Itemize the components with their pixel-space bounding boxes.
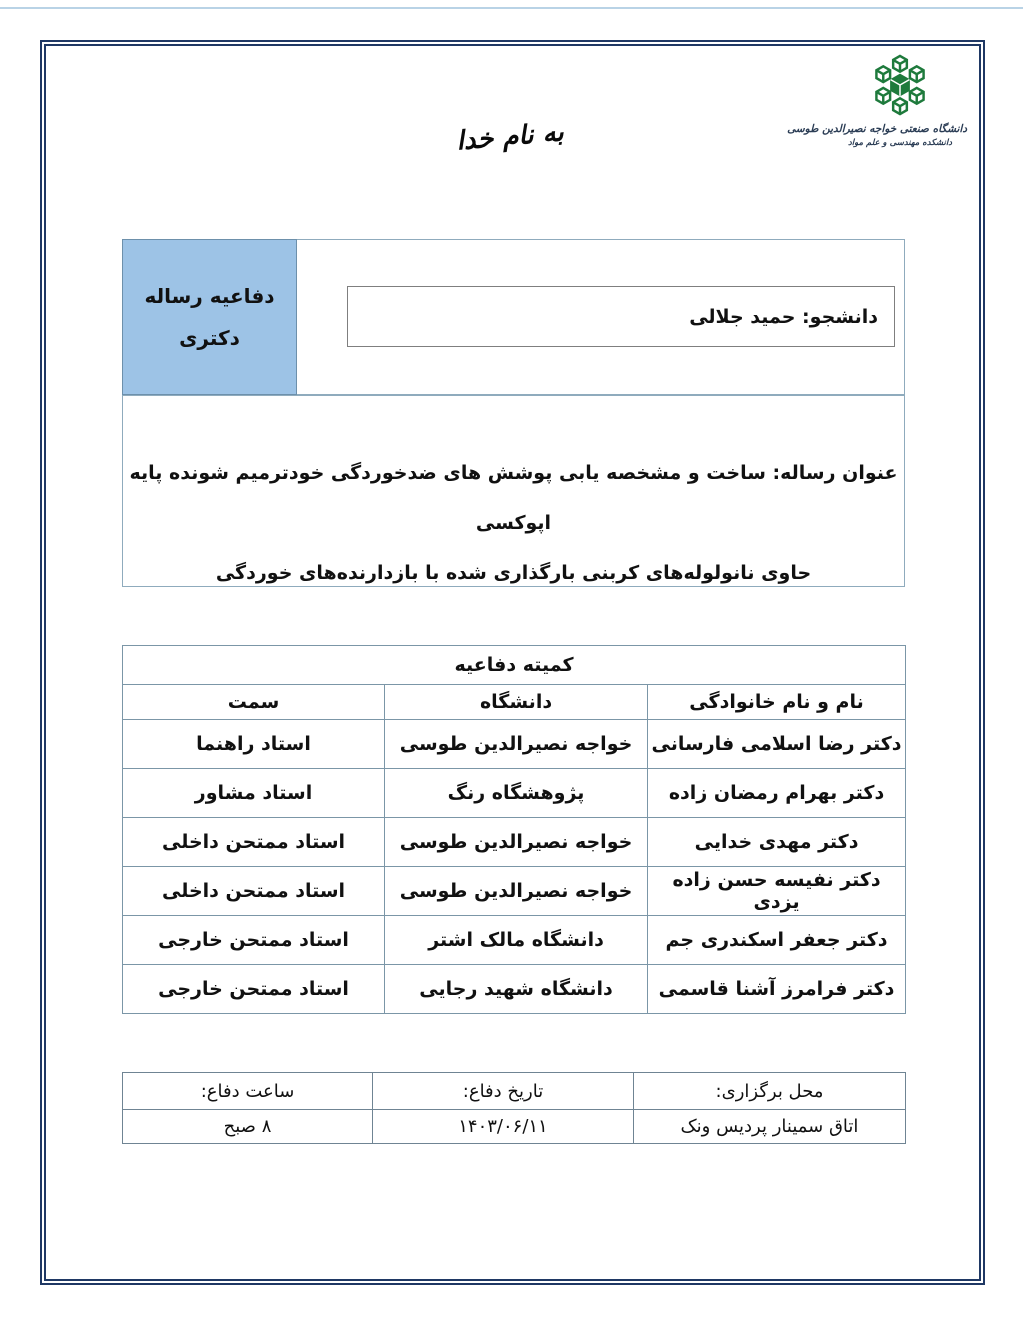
header-table [122,239,905,587]
member-university: دانشگاه شهید رجایی [385,965,648,1014]
member-role: استاد مشاور [123,769,385,818]
university-emblem-icon [868,52,932,118]
member-university: خواجه نصیرالدین طوسی [385,867,648,916]
scan-edge-line [0,7,1023,9]
student-name-label: دانشجو: حمید جلالی [689,305,878,328]
column-header-university: دانشگاه [385,685,648,720]
committee-row [123,867,906,916]
member-role: استاد ممتحن داخلی [123,867,385,916]
member-role: استاد راهنما [123,720,385,769]
committee-row [123,916,906,965]
member-name: دکتر فرامرز آشنا قاسمی [648,965,906,1014]
member-university: خواجه نصیرالدین طوسی [385,720,648,769]
time-value: ۸ صبح [123,1110,373,1144]
column-header-role: سمت [123,685,385,720]
defense-type-line1: دفاعیه رساله [144,284,275,308]
committee-table [122,645,906,1014]
committee-row [123,818,906,867]
member-name: دکتر مهدی خدایی [648,818,906,867]
member-role: استاد ممتحن داخلی [123,818,385,867]
committee-row [123,965,906,1014]
date-value: ۱۴۰۳/۰۶/۱۱ [373,1110,634,1144]
member-name: دکتر نفیسه حسن زاده یزدی [648,867,906,916]
member-name: دکتر رضا اسلامی فارسانی [648,720,906,769]
date-label: تاریخ دفاع: [373,1073,634,1110]
university-name: دانشگاه صنعتی خواجه نصیرالدین طوسی [787,123,967,135]
member-role: استاد ممتحن خارجی [123,916,385,965]
faculty-name: دانشکده مهندسی و علم مواد [848,138,952,148]
committee-table-title: کمیته دفاعیه [123,646,906,685]
member-university: دانشگاه مالک اشتر [385,916,648,965]
committee-row [123,720,906,769]
venue-value: اتاق سمینار پردیس ونک [634,1110,906,1144]
time-label: ساعت دفاع: [123,1073,373,1110]
university-logo-block [787,52,967,150]
column-header-name: نام و نام خانوادگی [648,685,906,720]
defense-type-cell [122,239,297,395]
thesis-title-line2: حاوی نانولوله‌های کربنی بارگذاری شده با بازدارنده‌های خوردگی [215,562,812,584]
thesis-title-line1: عنوان رساله: ساخت و مشخصه یابی پوشش های ضدخوردگی خودترمیم شونده پایه اپوکسی [129,462,898,534]
member-university: پژوهشگاه رنگ [385,769,648,818]
member-name: دکتر بهرام رمضان زاده [648,769,906,818]
venue-label: محل برگزاری: [634,1073,906,1110]
thesis-title-cell [122,395,905,587]
member-role: استاد ممتحن خارجی [123,965,385,1014]
committee-row [123,769,906,818]
member-university: خواجه نصیرالدین طوسی [385,818,648,867]
member-name: دکتر جعفر اسکندری جم [648,916,906,965]
student-name-box [347,286,895,347]
student-cell [297,239,905,395]
schedule-table [122,1072,906,1144]
bismillah-calligraphy: به نام خدا [455,117,565,157]
defense-type-line2: دکتری [179,326,240,350]
